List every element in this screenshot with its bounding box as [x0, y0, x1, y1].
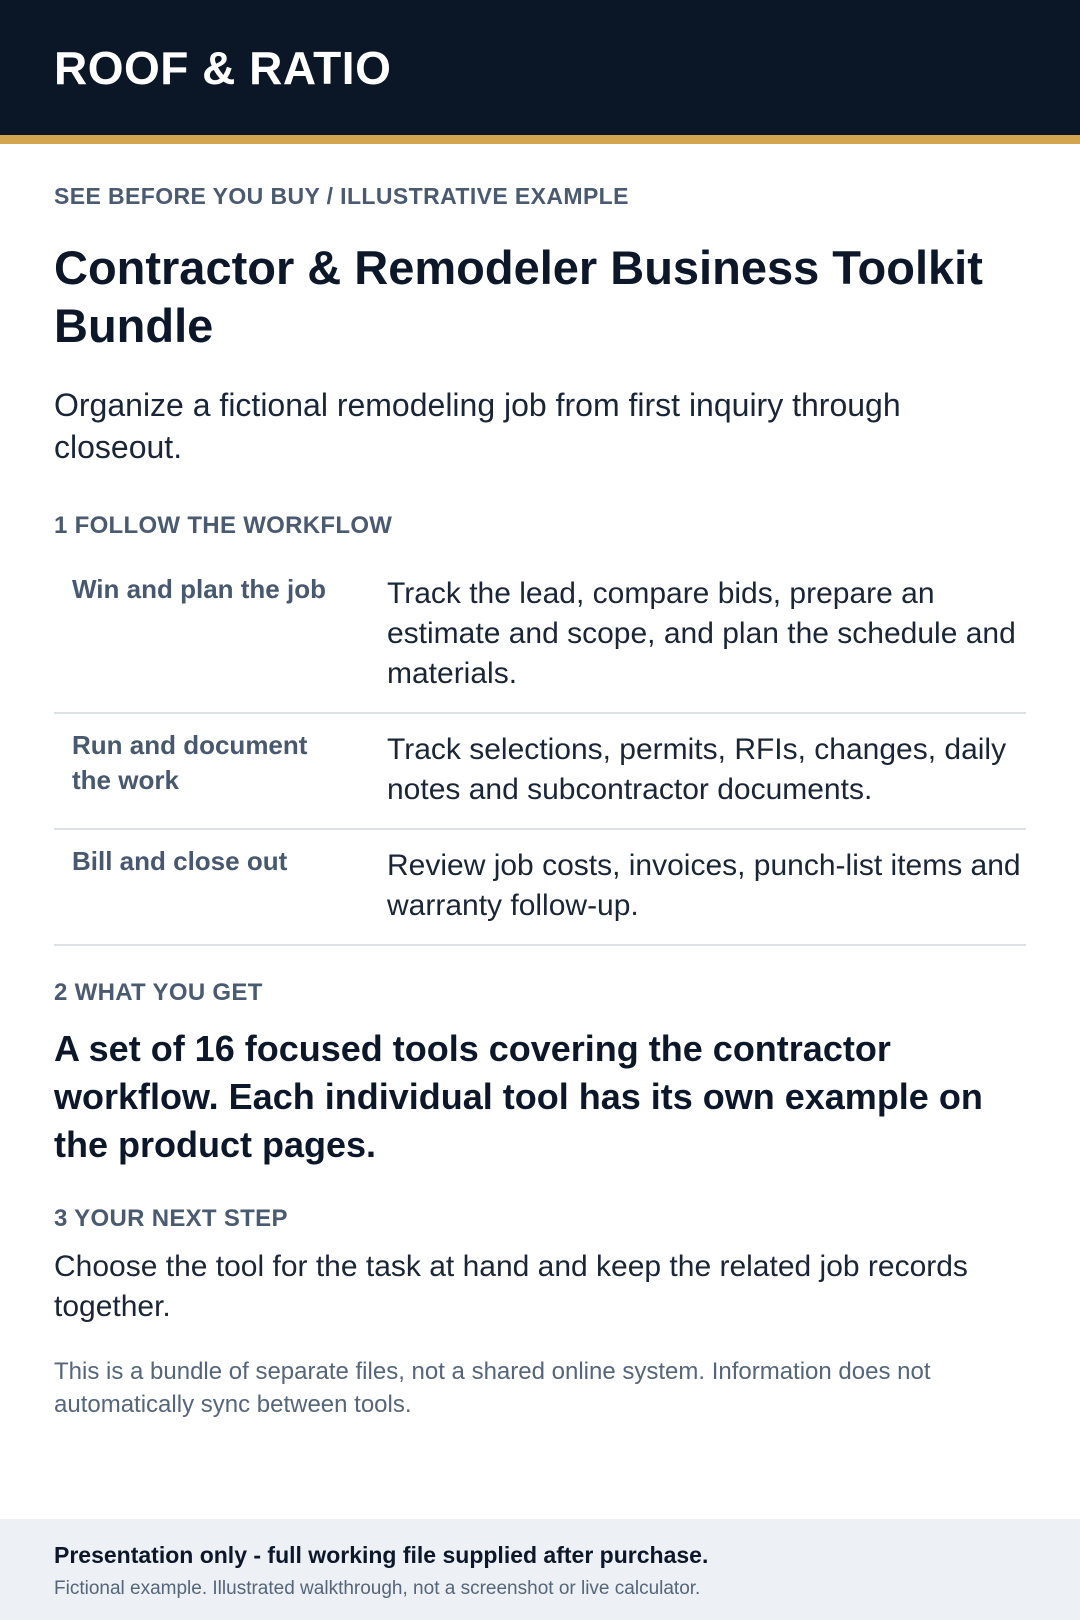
workflow-row [54, 714, 1026, 830]
footer-note-text: Fictional example. Illustrated walkthrough, not a screenshot or live calculator. [54, 1578, 701, 1599]
workflow-step-description: Track selections, permits, RFIs, changes, daily notes and subcontractor documents. [387, 733, 1007, 806]
workflow-step-title: Win and plan the job [72, 574, 326, 604]
section-next-step-label: 3 YOUR NEXT STEP [54, 1205, 288, 1232]
page-footer [0, 1519, 1080, 1620]
page-subtitle: Organize a fictional remodeling job from first inquiry through closeout. [54, 387, 901, 465]
what-you-get-headline: A set of 16 focused tools covering the contractor workflow. Each individual tool has its own example on the product pages. [54, 1028, 983, 1165]
eyebrow-label: SEE BEFORE YOU BUY / ILLUSTRATIVE EXAMPLE [54, 183, 629, 209]
workflow-row [54, 558, 1026, 714]
footer-main-text: Presentation only - full working file supplied after purchase. [54, 1542, 709, 1568]
section-workflow-label: 1 FOLLOW THE WORKFLOW [54, 512, 393, 539]
disclaimer-text: This is a bundle of separate files, not a shared online system. Information does not automatically sync between tools. [54, 1358, 931, 1418]
page-header [0, 0, 1080, 144]
main-content [54, 144, 1026, 1421]
workflow-table [54, 558, 1026, 946]
next-step-text: Choose the tool for the task at hand and keep the related job records together. [54, 1250, 968, 1323]
workflow-step-description: Review job costs, invoices, punch-list items and warranty follow-up. [387, 849, 1021, 922]
workflow-step-description: Track the lead, compare bids, prepare an estimate and scope, and plan the schedule and materials. [387, 577, 1016, 690]
page-title: Contractor & Remodeler Business Toolkit Bundle [54, 241, 983, 352]
workflow-step-title: Bill and close out [72, 846, 288, 876]
brand-logo-text: ROOF & RATIO [54, 42, 392, 94]
workflow-row [54, 830, 1026, 946]
workflow-step-title: Run and document the work [72, 730, 308, 795]
section-what-you-get-label: 2 WHAT YOU GET [54, 979, 263, 1006]
